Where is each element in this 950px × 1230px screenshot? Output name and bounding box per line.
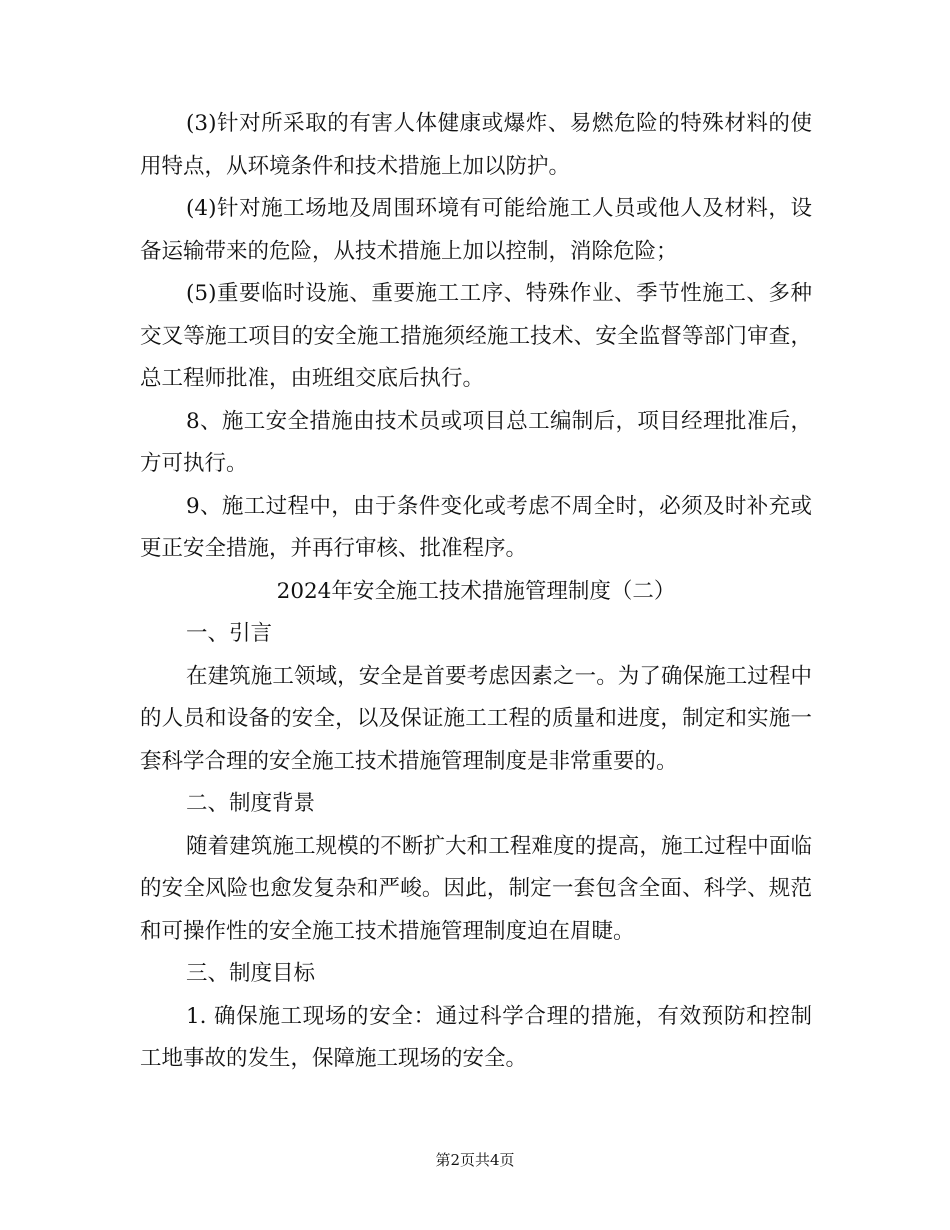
paragraph-introduction: 在建筑施工领域，安全是首要考虑因素之一。为了确保施工过程中的人员和设备的安全，以及保证施工工程的质量和进度，制定和实施一套科学合理的安全施工技术措施管理制度是非常重要的。 [140, 663, 812, 774]
subheading-objectives: 三、制度目标 [186, 961, 316, 986]
paragraph-rule-8: 8、施工安全措施由技术员或项目总工编制后，项目经理批准后，方可执行。 [140, 408, 812, 476]
paragraph-rule-9: 9、施工过程中，由于条件变化或考虑不周全时，必须及时补充或更正安全措施，并再行审核、批准程序。 [140, 493, 812, 561]
subheading-introduction: 一、引言 [186, 621, 273, 646]
paragraph-background: 随着建筑施工规模的不断扩大和工程难度的提高，施工过程中面临的安全风险也愈发复杂和严峻。因此，制定一套包含全面、科学、规范和可操作性的安全施工技术措施管理制度迫在眉睫。 [140, 833, 812, 944]
paragraph-objective-1: 1. 确保施工现场的安全：通过科学合理的措施，有效预防和控制工地事故的发生，保障施工现场的安全。 [140, 1003, 812, 1071]
paragraph-item-5: (5)重要临时设施、重要施工工序、特殊作业、季节性施工、多种交叉等施工项目的安全施工措施须经施工技术、安全监督等部门审查，总工程师批准，由班组交底后执行。 [140, 281, 812, 391]
document-body [140, 103, 812, 1081]
page-number: 第2页共4页 [435, 1151, 515, 1169]
paragraph-item-3: (3)针对所采取的有害人体健康或爆炸、易燃危险的特殊材料的使用特点，从环境条件和技术措施上加以防护。 [140, 111, 812, 179]
subheading-background: 二、制度背景 [186, 791, 316, 816]
paragraph-item-4: (4)针对施工场地及周围环境有可能给施工人员或他人及材料，设备运输带来的危险，从技术措施上加以控制，消除危险； [140, 196, 812, 264]
section-title: 2024年安全施工技术措施管理制度（二） [276, 578, 676, 604]
